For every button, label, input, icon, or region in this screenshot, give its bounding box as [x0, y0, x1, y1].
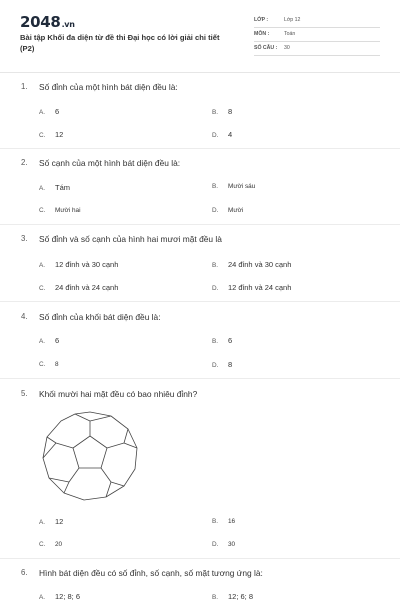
- page-header: [0, 0, 400, 80]
- dodecahedron-figure: [40, 410, 140, 502]
- question-text: Số đỉnh và số cạnh của hình hai mươi mặt đều là: [39, 234, 222, 244]
- option-c[interactable]: C. Mười hai: [39, 207, 81, 214]
- question-number: 4.: [21, 312, 28, 321]
- option-c[interactable]: C. 12: [39, 130, 64, 139]
- option-d[interactable]: D. 30: [212, 541, 236, 548]
- question-divider: [0, 558, 400, 559]
- option-b[interactable]: B. 24 đỉnh và 30 cạnh: [212, 260, 292, 269]
- option-b[interactable]: B. 16: [212, 518, 236, 525]
- option-a[interactable]: A. Tám: [39, 183, 70, 192]
- question-text: Số đỉnh của khối bát diện đều là:: [39, 312, 161, 322]
- meta-count: [254, 43, 380, 56]
- site-logo[interactable]: 2048.vn: [20, 13, 75, 31]
- question-text: Khối mười hai mặt đều có bao nhiêu đỉnh?: [39, 389, 198, 399]
- option-d[interactable]: D. 12 đỉnh và 24 cạnh: [212, 283, 292, 292]
- option-a[interactable]: A. 12; 8; 6: [39, 592, 81, 601]
- meta-class: [254, 15, 380, 28]
- header-divider: [0, 72, 400, 73]
- option-c[interactable]: C. 24 đỉnh và 24 cạnh: [39, 283, 119, 292]
- option-a[interactable]: A. 12: [39, 517, 64, 526]
- option-c[interactable]: C. 8: [39, 361, 59, 368]
- meta-class-value: Lớp 12: [284, 17, 301, 23]
- meta-subject-value: Toán: [284, 31, 296, 37]
- meta-count-key: SỐ CÂU :: [254, 45, 278, 51]
- question-text: Hình bát diện đều có số đỉnh, số cạnh, số mặt tương ứng là:: [39, 568, 263, 578]
- option-a[interactable]: A. 6: [39, 107, 60, 116]
- question-number: 1.: [21, 82, 28, 91]
- option-a[interactable]: A. 6: [39, 336, 60, 345]
- question-divider: [0, 224, 400, 225]
- option-b[interactable]: B. 8: [212, 107, 233, 116]
- question-number: 2.: [21, 158, 28, 167]
- option-b[interactable]: B. 12; 6; 8: [212, 592, 254, 601]
- question-divider: [0, 148, 400, 149]
- question-divider: [0, 378, 400, 379]
- question-number: 5.: [21, 389, 28, 398]
- option-d[interactable]: D. Mười: [212, 207, 244, 214]
- question-number: 3.: [21, 234, 28, 243]
- option-c[interactable]: C. 20: [39, 541, 63, 548]
- meta-count-value: 30: [284, 45, 290, 51]
- option-b[interactable]: B. 6: [212, 336, 233, 345]
- meta-subject-key: MÔN :: [254, 31, 270, 37]
- option-d[interactable]: D. 4: [212, 130, 233, 139]
- question-divider: [0, 301, 400, 302]
- meta-class-key: LỚP :: [254, 17, 269, 23]
- meta-subject: [254, 29, 380, 42]
- option-b[interactable]: B. Mười sáu: [212, 183, 256, 190]
- question-text: Số cạnh của một hình bát diện đều là:: [39, 158, 181, 168]
- option-a[interactable]: A. 12 đỉnh và 30 cạnh: [39, 260, 119, 269]
- option-d[interactable]: D. 8: [212, 360, 233, 369]
- question-text: Số đỉnh của một hình bát diện đều là:: [39, 82, 178, 92]
- question-number: 6.: [21, 568, 28, 577]
- document-title: Bài tập Khối đa diện từ đề thi Đại học có lời giải chi tiết (P2): [20, 33, 220, 53]
